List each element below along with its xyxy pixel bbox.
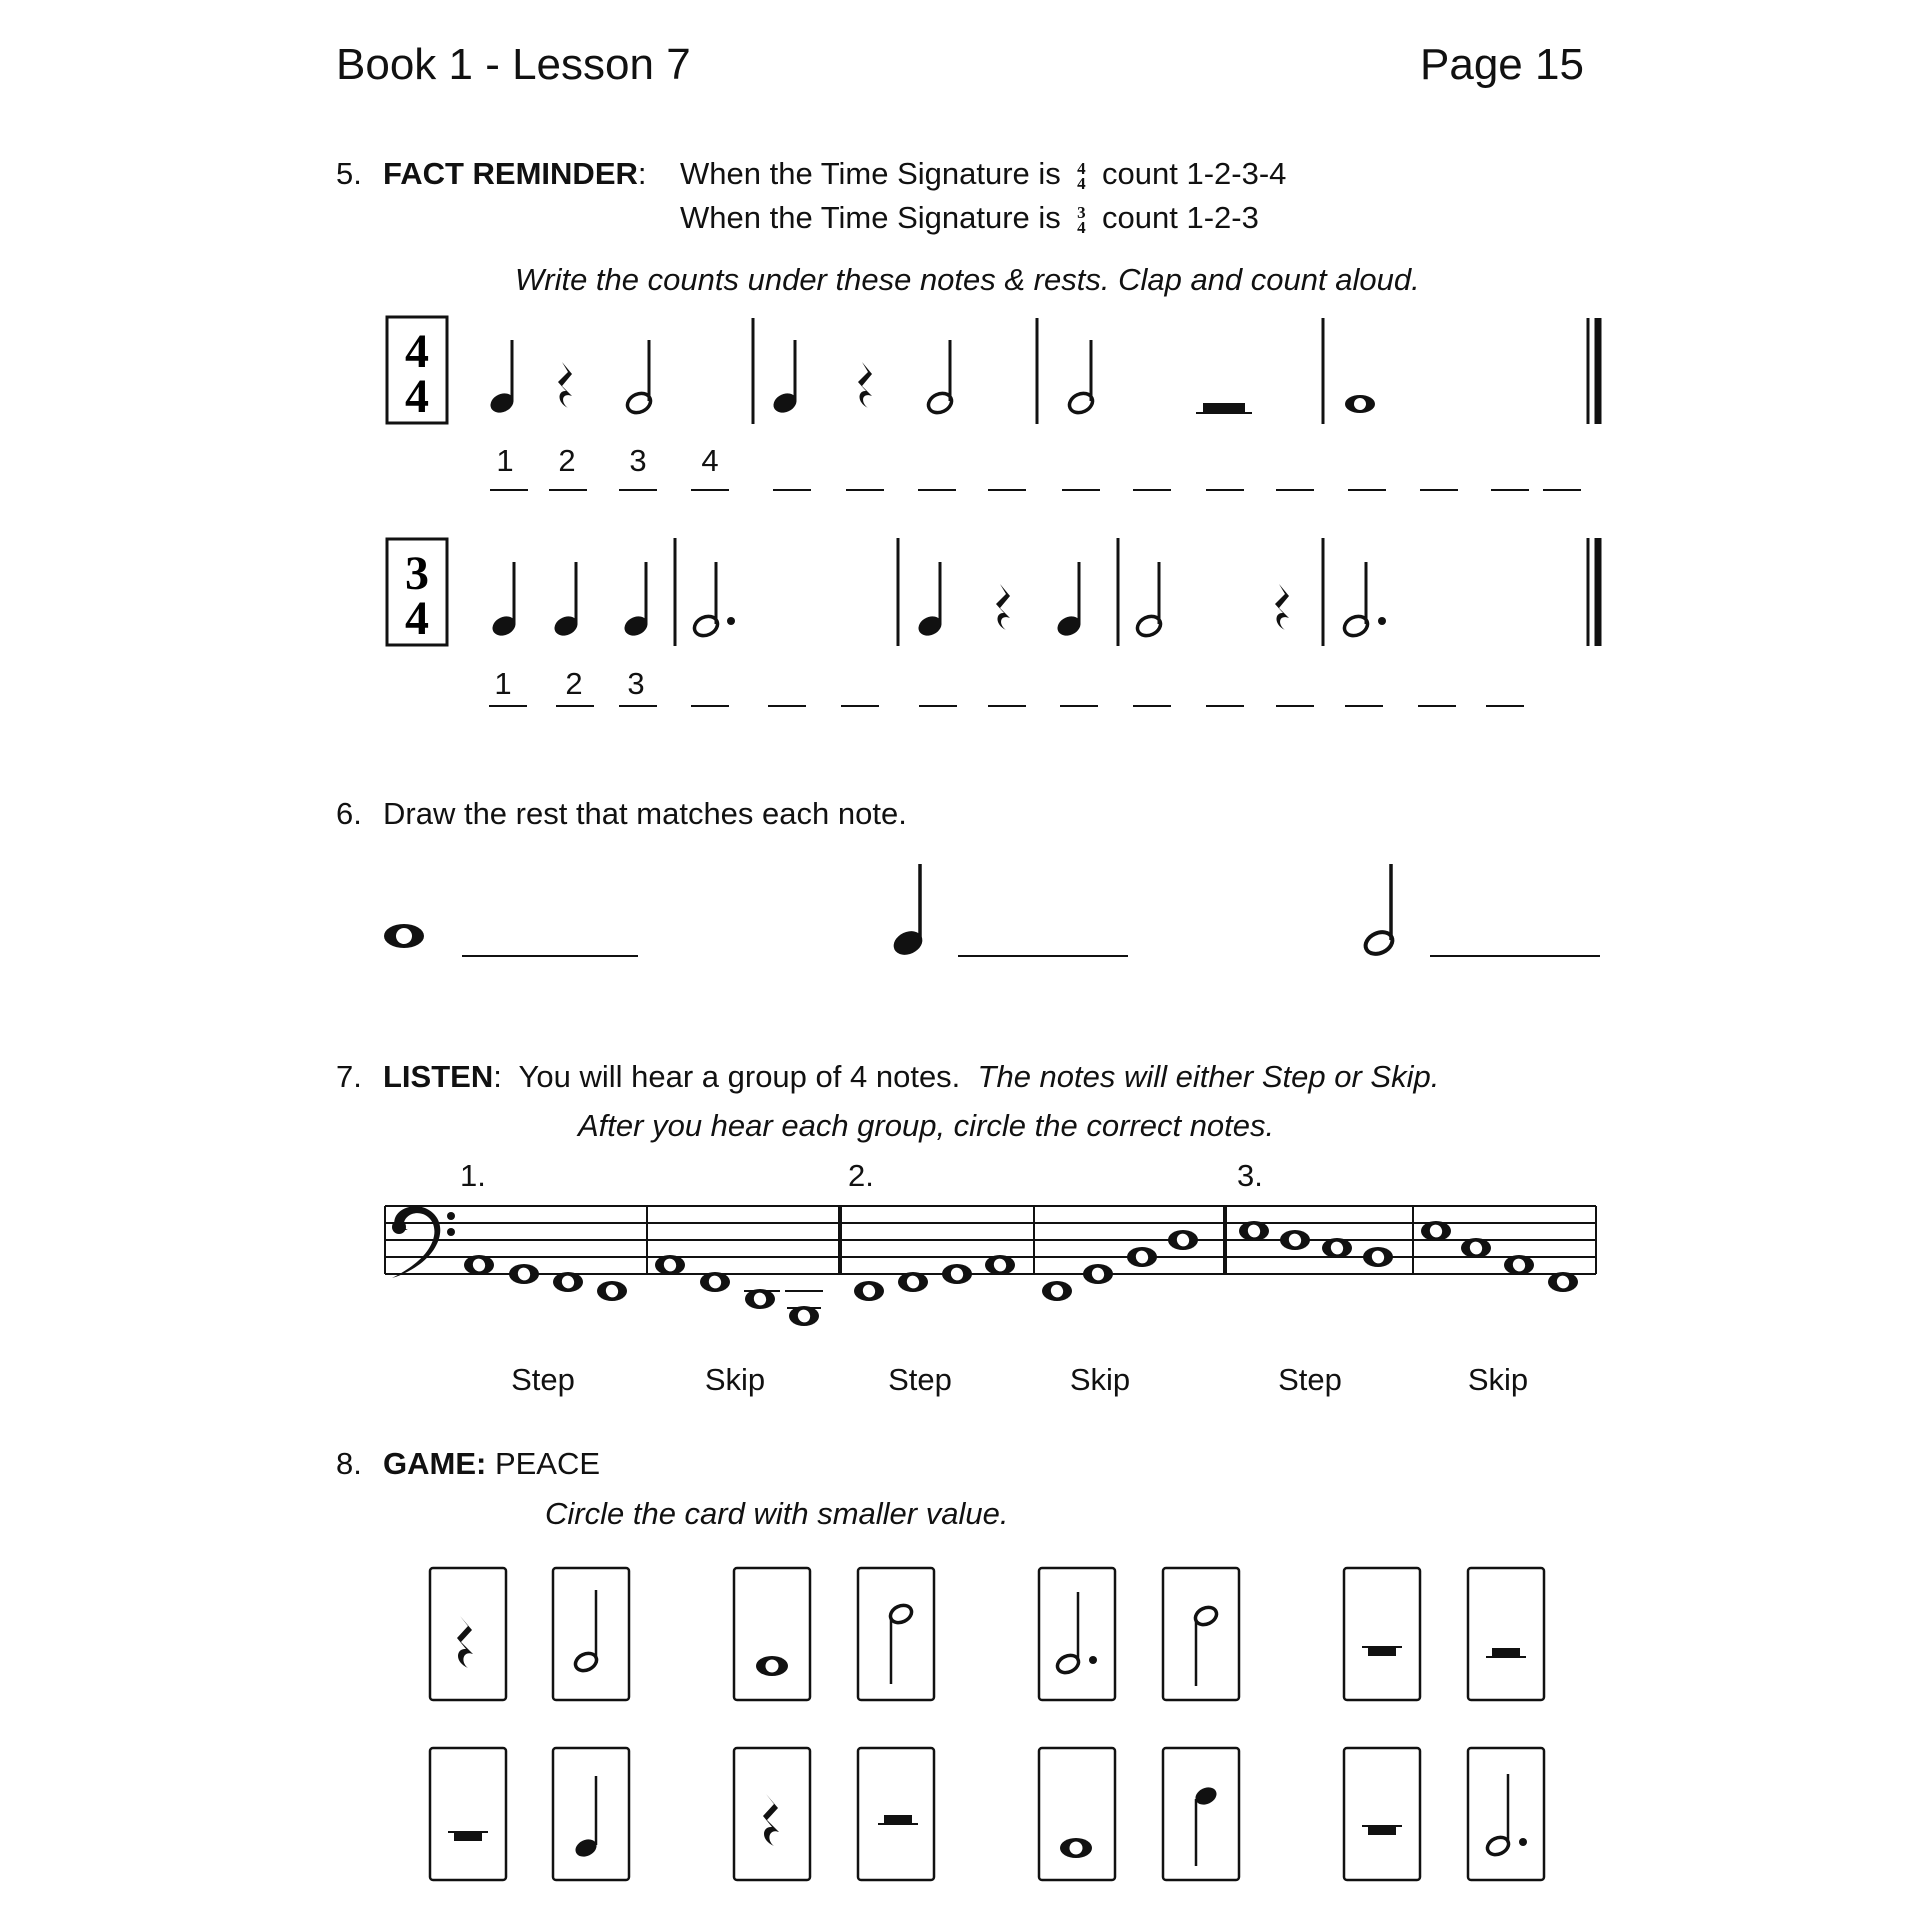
count-blank[interactable] bbox=[1276, 489, 1314, 491]
group-number: 2. bbox=[848, 1158, 874, 1193]
card-half-rest[interactable] bbox=[1468, 1568, 1544, 1700]
q7-line-2: After you hear each group, circle the correct notes. bbox=[578, 1108, 1275, 1143]
count-label: 2 bbox=[558, 443, 576, 478]
count-blank[interactable] bbox=[988, 705, 1026, 707]
svg-text:4: 4 bbox=[405, 370, 429, 423]
count-blank[interactable] bbox=[619, 705, 657, 707]
count-label: 3 bbox=[629, 443, 647, 478]
q5-number: 5. bbox=[336, 156, 362, 191]
card-whole-rest[interactable] bbox=[430, 1748, 506, 1880]
count-blank[interactable] bbox=[846, 489, 884, 491]
count-label: 2 bbox=[565, 666, 583, 701]
fact-line-2-post: count 1-2-3 bbox=[1102, 200, 1259, 235]
count-blank[interactable] bbox=[556, 705, 594, 707]
card-whole-rest[interactable] bbox=[1344, 1568, 1420, 1700]
time-signature-4-4-box bbox=[387, 317, 447, 423]
card-quarter-rest[interactable] bbox=[430, 1568, 506, 1700]
q8-game-name: PEACE bbox=[494, 1446, 601, 1481]
count-blank[interactable] bbox=[768, 705, 806, 707]
count-blank[interactable] bbox=[1543, 489, 1581, 491]
lesson-title: Book 1 - Lesson 7 bbox=[336, 40, 691, 89]
count-blank[interactable] bbox=[841, 705, 879, 707]
inline-ts-top: 3 bbox=[1077, 202, 1086, 222]
q7-text-italic: The notes will either Step or Skip. bbox=[977, 1059, 1440, 1094]
svg-text:3: 3 bbox=[405, 547, 429, 600]
card-quarter-rest[interactable] bbox=[734, 1748, 810, 1880]
card-game bbox=[0, 1560, 1920, 1900]
fact-line-1-pre: When the Time Signature is bbox=[680, 156, 1061, 191]
rhythm-row-1 bbox=[487, 318, 1598, 424]
card-whole-note[interactable] bbox=[1039, 1748, 1115, 1880]
count-label: 4 bbox=[701, 443, 719, 478]
skip-choice[interactable]: Skip bbox=[704, 1362, 766, 1397]
count-blank[interactable] bbox=[1133, 705, 1171, 707]
q7-colon: : bbox=[493, 1059, 502, 1094]
step-choice[interactable]: Step bbox=[511, 1362, 575, 1397]
skip-choice[interactable]: Skip bbox=[1069, 1362, 1131, 1397]
svg-text:4: 4 bbox=[405, 592, 429, 645]
card-dotted-half-note[interactable] bbox=[1039, 1568, 1115, 1700]
count-blank[interactable] bbox=[490, 489, 528, 491]
fact-line-1-post: count 1-2-3-4 bbox=[1102, 156, 1287, 191]
inline-ts-bottom: 4 bbox=[1077, 217, 1086, 237]
count-blank[interactable] bbox=[1206, 705, 1244, 707]
time-signature-3-4-box bbox=[387, 539, 447, 645]
count-label: 1 bbox=[494, 666, 512, 701]
q7-number: 7. bbox=[336, 1059, 362, 1094]
count-blank[interactable] bbox=[1060, 705, 1098, 707]
count-blank[interactable] bbox=[619, 489, 657, 491]
fact-line-2-pre: When the Time Signature is bbox=[680, 200, 1061, 235]
inline-ts-bottom: 4 bbox=[1077, 173, 1086, 193]
rest-answer-blank[interactable] bbox=[1430, 955, 1600, 957]
half-note-icon bbox=[1362, 864, 1396, 958]
count-blank[interactable] bbox=[1062, 489, 1100, 491]
bass-clef-icon bbox=[392, 1206, 455, 1278]
count-blank[interactable] bbox=[1276, 705, 1314, 707]
count-blank[interactable] bbox=[691, 489, 729, 491]
card-whole-rest[interactable] bbox=[1344, 1748, 1420, 1880]
card-half-note[interactable] bbox=[1163, 1568, 1239, 1700]
q7-title: LISTEN bbox=[383, 1059, 494, 1094]
count-blank[interactable] bbox=[1491, 489, 1529, 491]
card-half-rest[interactable] bbox=[858, 1748, 934, 1880]
count-blank[interactable] bbox=[1420, 489, 1458, 491]
q5-colon: : bbox=[637, 156, 647, 191]
skip-choice[interactable]: Skip bbox=[1467, 1362, 1529, 1397]
step-choice[interactable]: Step bbox=[888, 1362, 952, 1397]
count-blank[interactable] bbox=[988, 489, 1026, 491]
count-blank[interactable] bbox=[773, 489, 811, 491]
count-blank[interactable] bbox=[1206, 489, 1244, 491]
count-blank[interactable] bbox=[1345, 705, 1383, 707]
bass-staff bbox=[0, 1190, 1920, 1350]
rest-answer-blank[interactable] bbox=[462, 955, 638, 957]
count-blank[interactable] bbox=[549, 489, 587, 491]
count-blank[interactable] bbox=[1133, 489, 1171, 491]
count-label: 3 bbox=[627, 666, 645, 701]
count-blank[interactable] bbox=[489, 705, 527, 707]
count-blank[interactable] bbox=[691, 705, 729, 707]
count-blank[interactable] bbox=[919, 705, 957, 707]
quarter-note-icon bbox=[890, 864, 926, 959]
count-blank[interactable] bbox=[918, 489, 956, 491]
q5-instruction: Write the counts under these notes & rests. Clap and count aloud. bbox=[515, 262, 1420, 297]
group-number: 3. bbox=[1237, 1158, 1263, 1193]
whole-note-icon bbox=[384, 924, 424, 948]
q5-title: FACT REMINDER bbox=[383, 156, 638, 191]
count-label: 1 bbox=[496, 443, 514, 478]
card-quarter-note[interactable] bbox=[1163, 1748, 1239, 1880]
step-choice[interactable]: Step bbox=[1278, 1362, 1342, 1397]
q8-instruction: Circle the card with smaller value. bbox=[545, 1496, 1009, 1531]
rest-answer-blank[interactable] bbox=[958, 955, 1128, 957]
page-number: Page 15 bbox=[1420, 40, 1584, 89]
count-blank[interactable] bbox=[1486, 705, 1524, 707]
card-half-note[interactable] bbox=[553, 1568, 629, 1700]
q8-heading bbox=[383, 1446, 600, 1482]
count-blank[interactable] bbox=[1418, 705, 1456, 707]
card-dotted-half-note[interactable] bbox=[1468, 1748, 1544, 1880]
q6-number: 6. bbox=[336, 796, 362, 831]
group-number: 1. bbox=[460, 1158, 486, 1193]
card-half-note[interactable] bbox=[858, 1568, 934, 1700]
q7-line-1 bbox=[383, 1059, 1439, 1095]
card-whole-note[interactable] bbox=[734, 1568, 810, 1700]
inline-ts-top: 4 bbox=[1077, 158, 1086, 178]
q7-text-plain: You will hear a group of 4 notes. bbox=[518, 1059, 961, 1094]
rhythm-row-2 bbox=[489, 538, 1598, 646]
note-rest-matching bbox=[0, 840, 1920, 980]
rhythm-exercises bbox=[0, 0, 1920, 760]
q8-number: 8. bbox=[336, 1446, 362, 1481]
q6-text: Draw the rest that matches each note. bbox=[383, 796, 907, 831]
count-blank[interactable] bbox=[1348, 489, 1386, 491]
q8-title: GAME: bbox=[383, 1446, 487, 1481]
svg-text:4: 4 bbox=[405, 325, 429, 378]
card-quarter-note[interactable] bbox=[553, 1748, 629, 1880]
